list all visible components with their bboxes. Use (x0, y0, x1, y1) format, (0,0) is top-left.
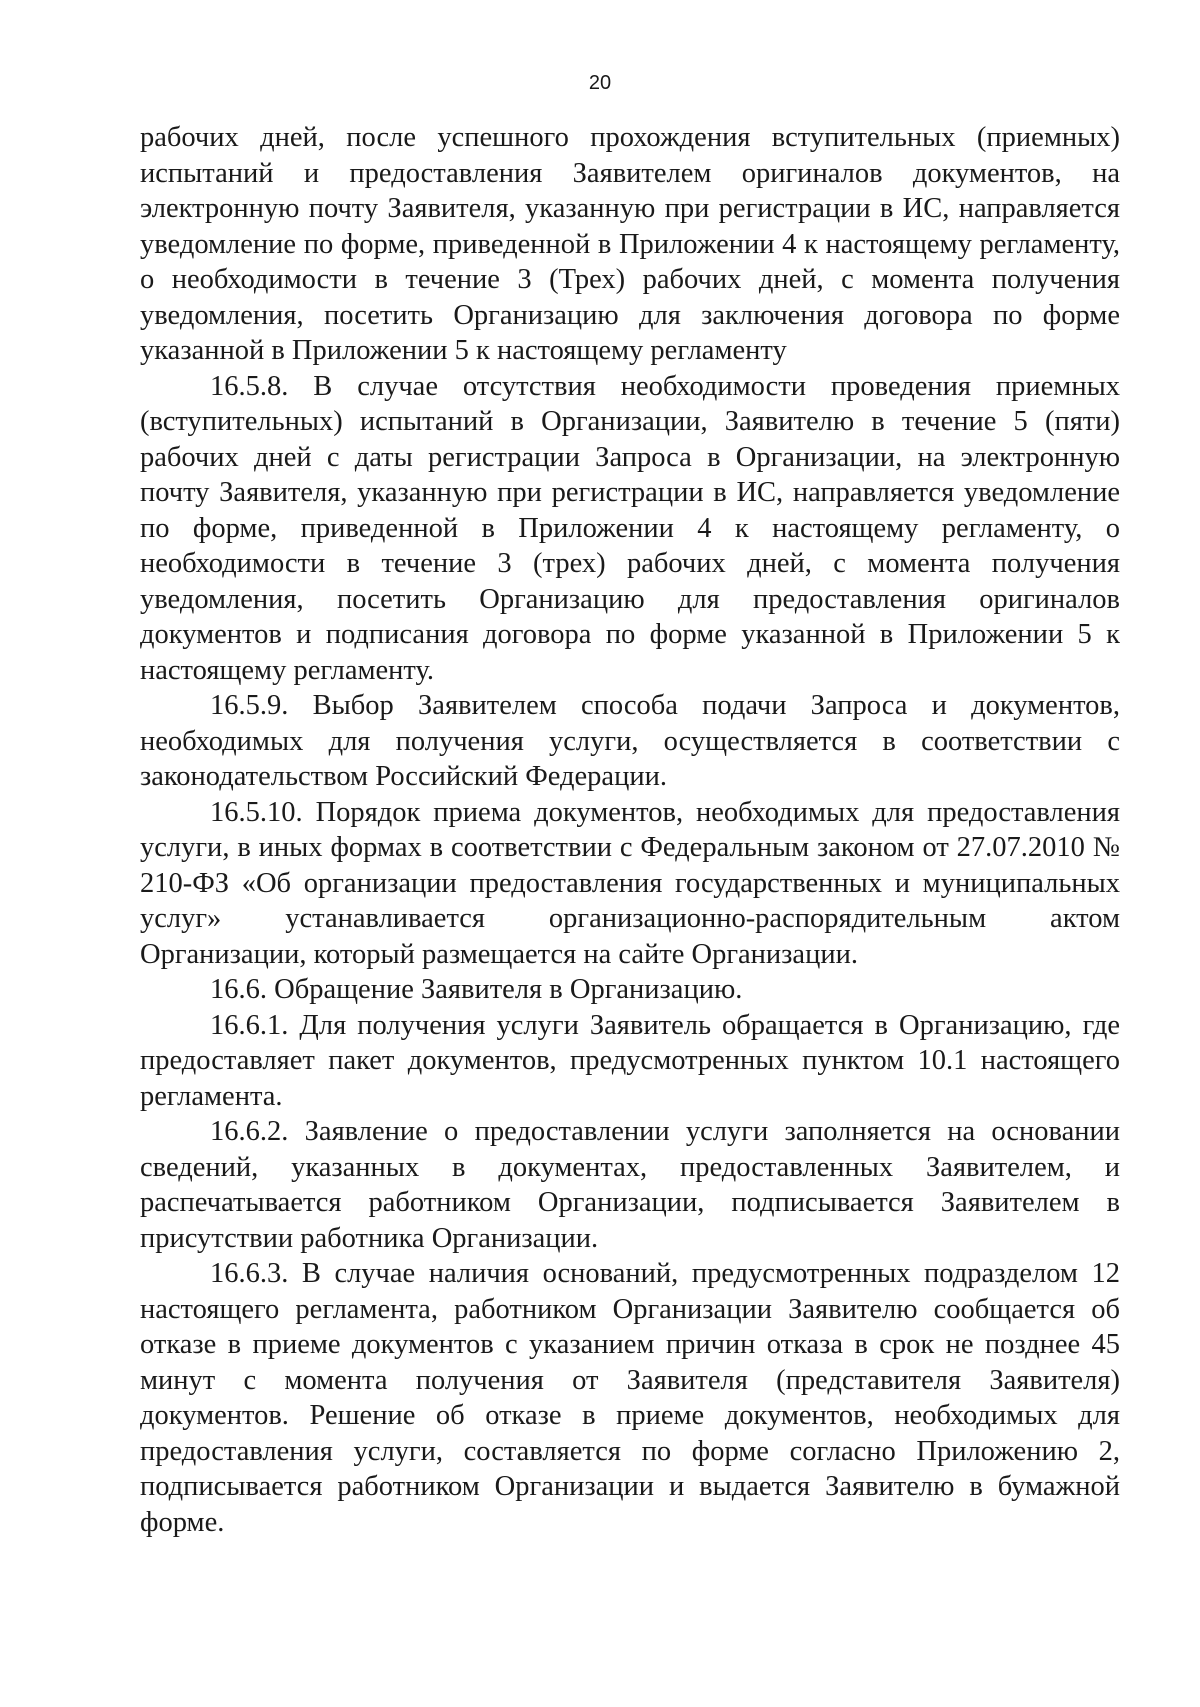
paragraph-16-6-2: 16.6.2. Заявление о предоставлении услуги заполняется на основании сведений, указанных в документах, предоставленных Заявителем, и распечатывается работником Организации, подписывается Заявителем в присутствии работника Организации. (140, 1116, 1120, 1254)
document-body (140, 120, 1120, 1540)
paragraph-16-5-10: 16.5.10. Порядок приема документов, необходимых для предоставления услуги, в иных формах в соответствии с Федеральным законом от 27.07.2010 № 210-ФЗ «Об организации предоставления государственных и муниципальных услуг» устанавливается организационно-распорядительным актом Организации, который размещается на сайте Организации. (140, 796, 1120, 970)
paragraph-continuation: рабочих дней, после успешного прохождения вступительных (приемных) испытаний и предоставления Заявителем оригиналов документов, на электронную почту Заявителя, указанную при регистрации в ИС, направляется уведомление по форме, приведенной в Приложении 4 к настоящему регламенту, о необходимости в течение 3 (Трех) рабочих дней, с момента получения уведомления, посетить Организацию для заключения договора по форме указанной в Приложении 5 к настоящему регламенту (140, 122, 1120, 366)
paragraph-16-5-9: 16.5.9. Выбор Заявителем способа подачи Запроса и документов, необходимых для получения услуги, осуществляется в соответствии с законодательством Российский Федерации. (140, 690, 1120, 792)
paragraph-16-6-3: 16.6.3. В случае наличия оснований, предусмотренных подразделом 12 настоящего регламента, работником Организации Заявителю сообщается об отказе в приеме документов с указанием причин отказа в срок не позднее 45 минут с момента получения от Заявителя (представителя Заявителя) документов. Решение об отказе в приеме документов, необходимых для предоставления услуги, составляется по форме согласно Приложению 2, подписывается работником Организации и выдается Заявителю в бумажной форме. (140, 1258, 1120, 1538)
paragraph-16-6-1: 16.6.1. Для получения услуги Заявитель обращается в Организацию, где предоставляет пакет документов, предусмотренных пунктом 10.1 настоящего регламента. (140, 1009, 1120, 1112)
paragraph-16-5-8: 16.5.8. В случае отсутствия необходимости проведения приемных (вступительных) испытаний в Организации, Заявителю в течение 5 (пяти) рабочих дней с даты регистрации Запроса в Организации, на электронную почту Заявителя, указанную при регистрации в ИС, направляется уведомление по форме, приведенной в Приложении 4 к настоящему регламенту, о необходимости в течение 3 (трех) рабочих дней, с момента получения уведомления, посетить Организацию для предоставления оригиналов документов и подписания договора по форме указанной в Приложении 5 к настоящему регламенту. (140, 370, 1120, 686)
page-number: 20 (588, 72, 612, 94)
paragraph-16-6: 16.6. Обращение Заявителя в Организацию. (210, 974, 743, 1005)
